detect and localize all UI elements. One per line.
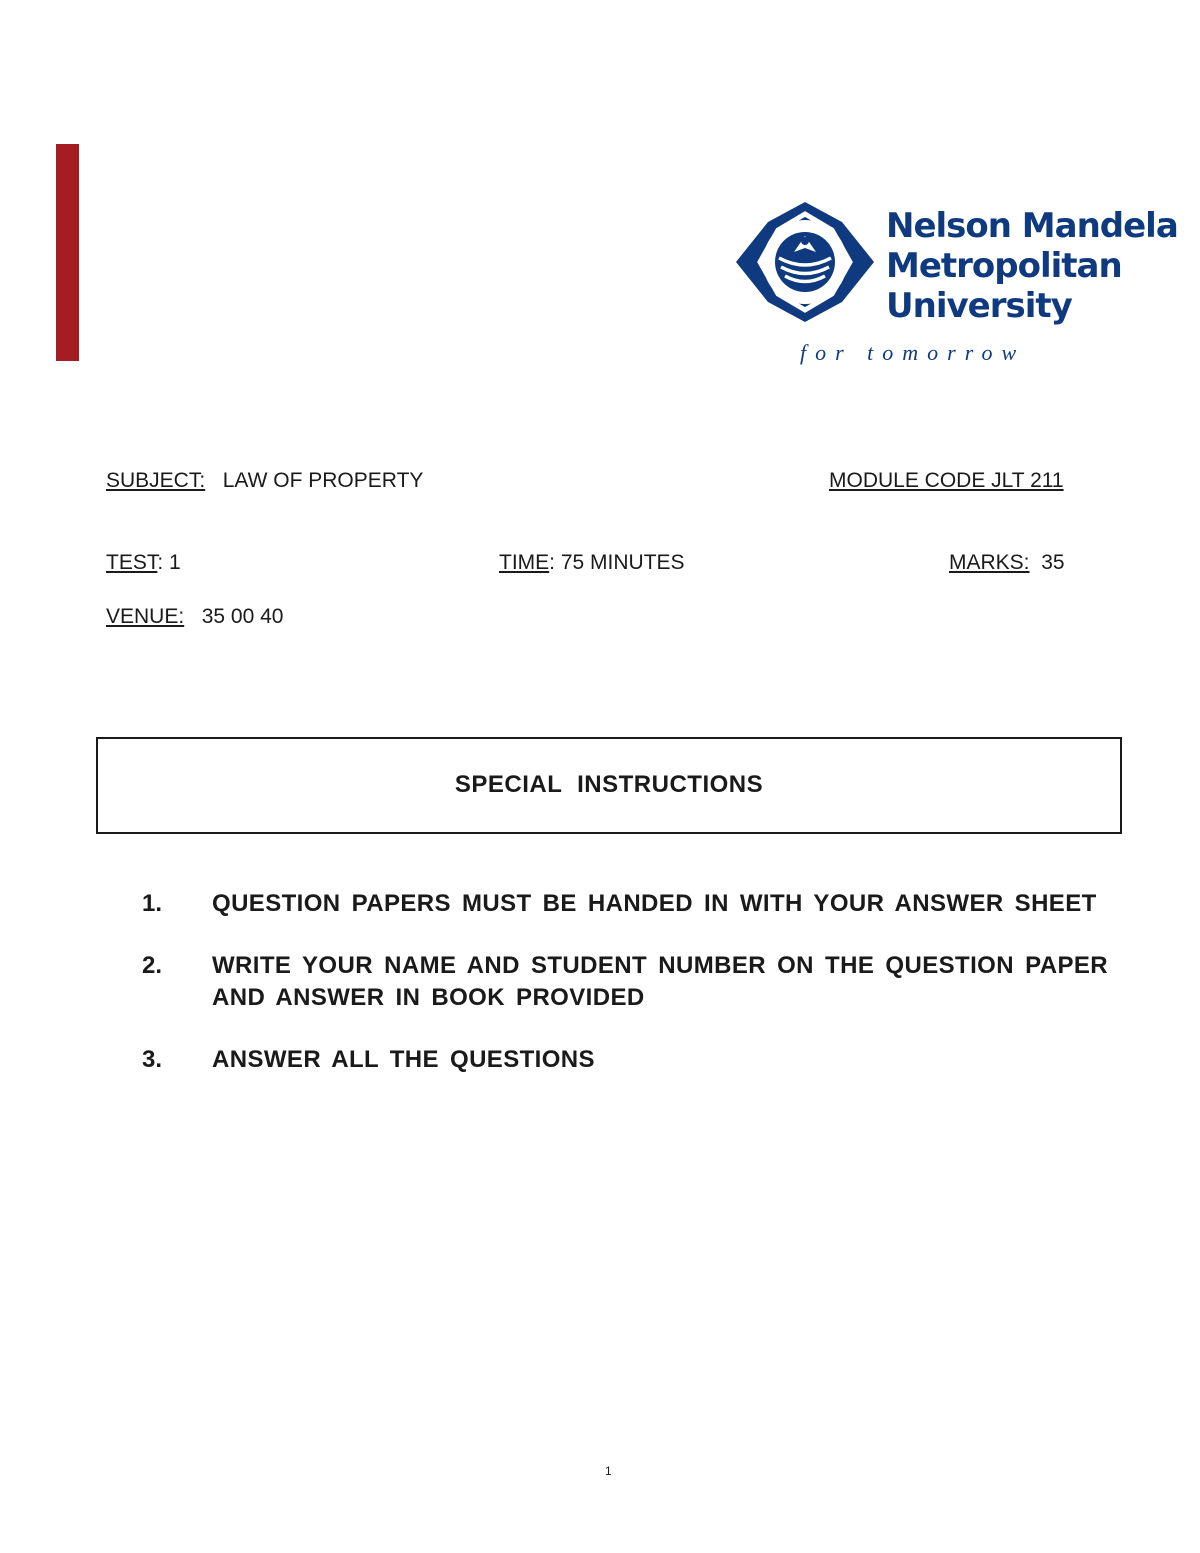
list-item-number: 2.: [142, 952, 163, 979]
test-field: [106, 550, 181, 576]
subject-value: LAW OF PROPERTY: [222, 469, 424, 492]
instructions-list: [142, 888, 1108, 1106]
list-item-text: WRITE YOUR NAME AND STUDENT NUMBER ON THE QUESTION PAPER AND ANSWER IN BOOK PROVIDED: [212, 952, 1108, 1011]
university-name-line-1: Nelson Mandela: [886, 206, 1178, 246]
module-code: MODULE CODE JLT 211: [829, 469, 1064, 492]
list-item-number: 1.: [142, 890, 163, 917]
test-label: TEST: [106, 551, 158, 574]
list-item: [142, 888, 1108, 920]
university-logo: [734, 200, 1178, 375]
subject-field: [106, 468, 423, 494]
venue-value: 35 00 40: [201, 605, 284, 628]
time-field: [499, 550, 685, 576]
subject-label: SUBJECT:: [106, 469, 206, 492]
marks-field: [949, 550, 1065, 576]
red-margin-bar: [56, 144, 79, 361]
list-item-text: ANSWER ALL THE QUESTIONS: [212, 1046, 595, 1073]
university-name-line-2: Metropolitan: [886, 246, 1122, 286]
list-item: [142, 950, 1108, 1014]
marks-value: 35: [1041, 551, 1065, 574]
list-item: [142, 1044, 1108, 1076]
special-instructions-title: SPECIAL INSTRUCTIONS: [454, 771, 764, 798]
test-value: : 1: [157, 551, 181, 574]
university-name: [886, 206, 1178, 326]
venue-field: [106, 604, 283, 630]
marks-label: MARKS:: [949, 551, 1030, 574]
list-item-number: 3.: [142, 1046, 163, 1073]
nmmu-star-emblem-icon: [734, 200, 876, 325]
university-tagline: for tomorrow: [800, 340, 1026, 365]
time-value: : 75 MINUTES: [549, 551, 685, 574]
venue-label: VENUE:: [106, 605, 185, 628]
page-number: 1: [605, 1464, 612, 1478]
university-name-line-3: University: [886, 286, 1072, 326]
list-item-text: QUESTION PAPERS MUST BE HANDED IN WITH YOUR ANSWER SHEET: [212, 890, 1097, 917]
time-label: TIME: [499, 551, 550, 574]
special-instructions-box: [96, 737, 1122, 834]
